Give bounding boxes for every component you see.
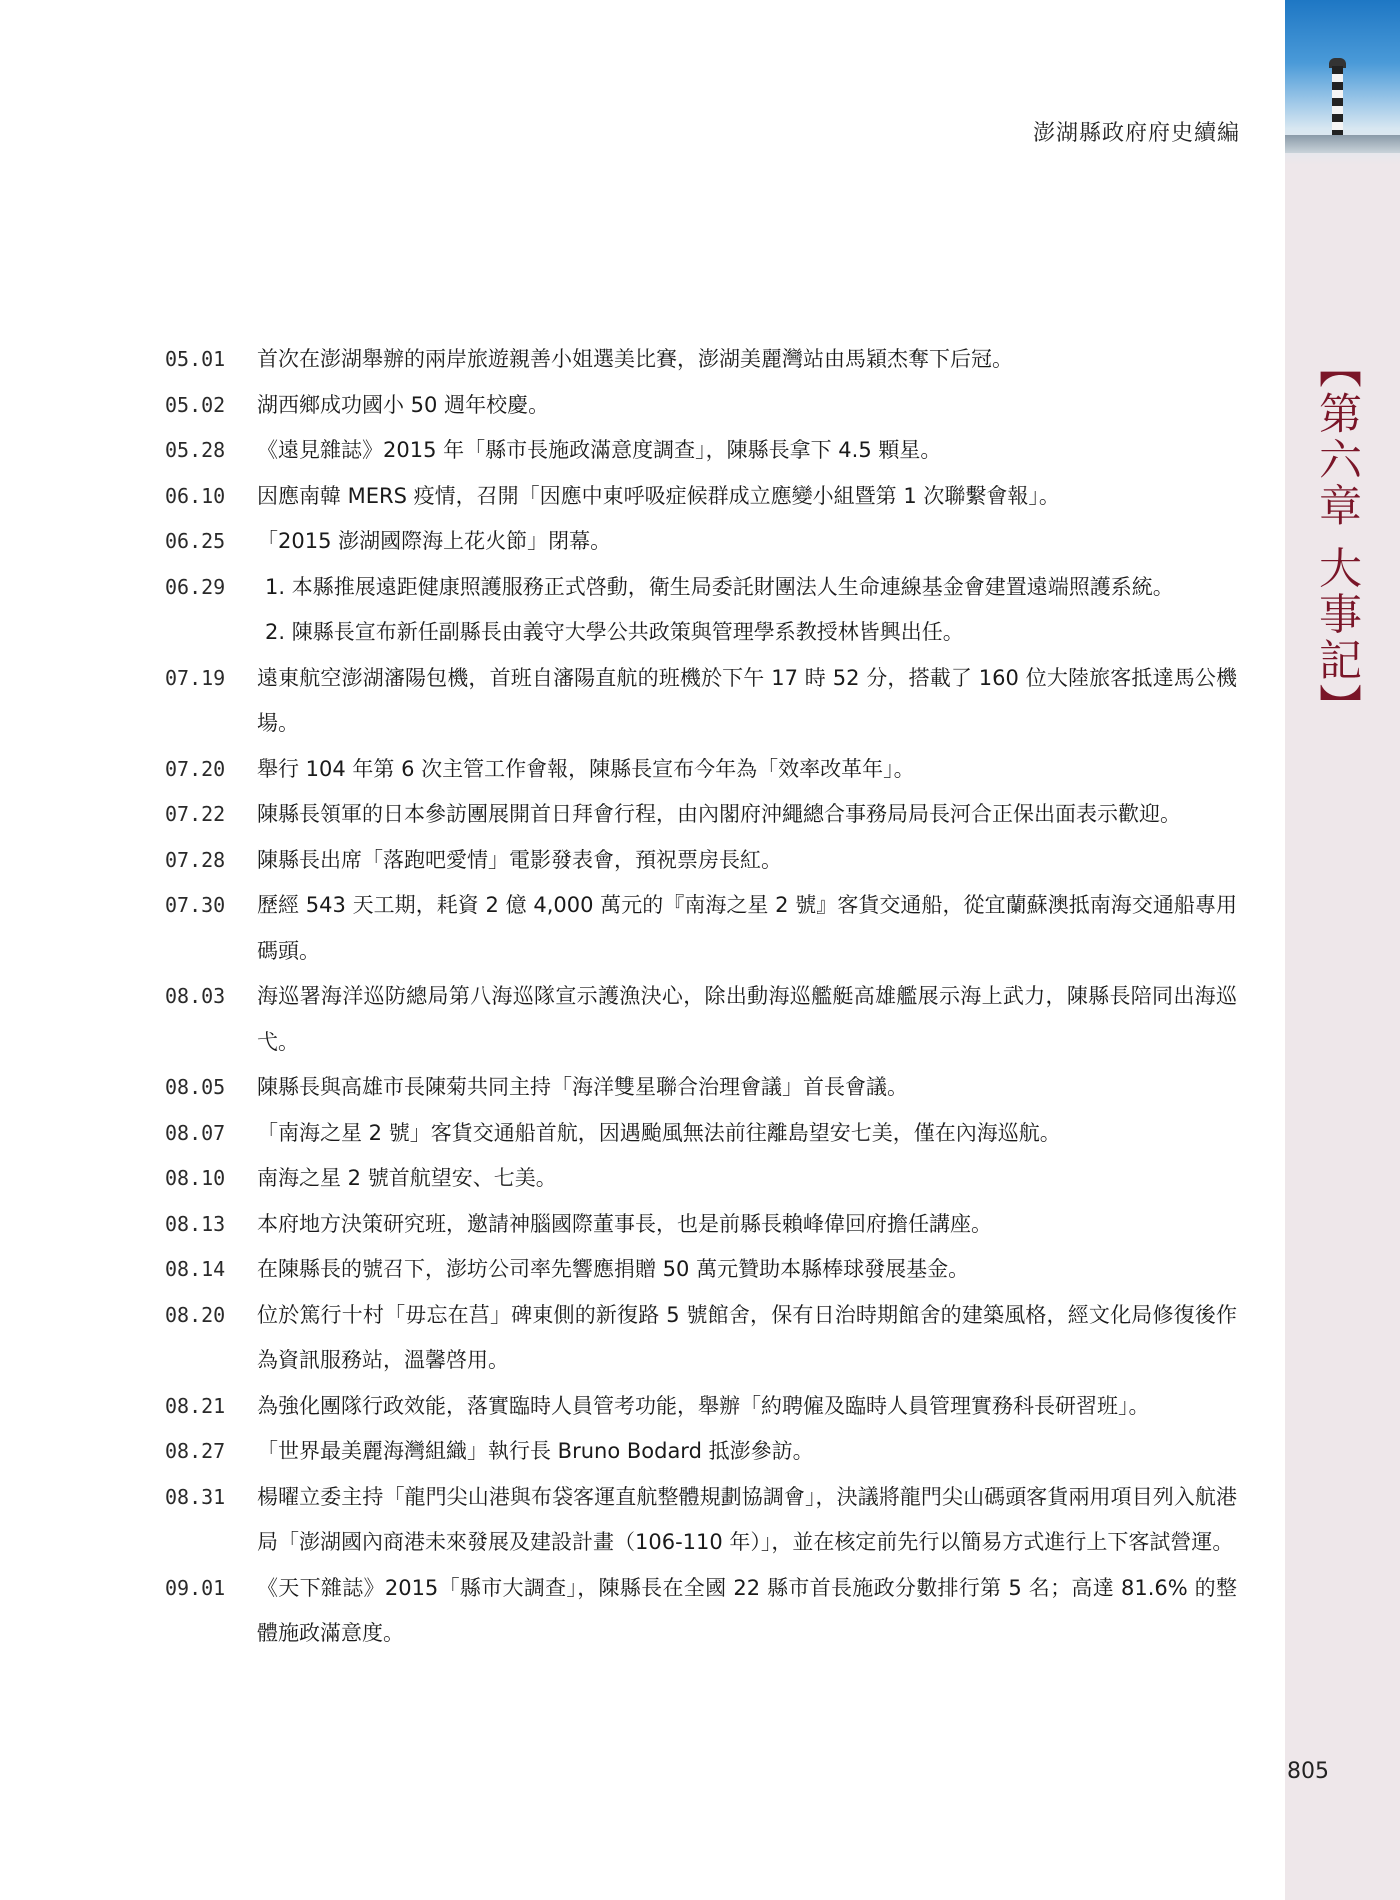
event-entry	[165, 1156, 1237, 1202]
event-description: 首次在澎湖舉辦的兩岸旅遊親善小姐選美比賽，澎湖美麗灣站由馬穎杰奪下后冠。	[257, 347, 1013, 371]
event-description: 「南海之星 2 號」客貨交通船首航，因遇颱風無法前往離島望安七美，僅在內海巡航。	[257, 1120, 1061, 1145]
event-date: 08.05	[165, 1075, 226, 1099]
event-date: 06.29	[165, 574, 226, 599]
event-description: 「2015 澎湖國際海上花火節」閉幕。	[257, 529, 612, 553]
event-description: 陳縣長領軍的日本參訪團展開首日拜會行程，由內閣府沖繩總合事務局局長河合正保出面表示歡迎。	[257, 802, 1181, 826]
book-title: 澎湖縣政府府史續編	[1032, 121, 1240, 146]
event-date: 08.14	[165, 1257, 226, 1281]
event-date: 08.10	[165, 1166, 226, 1190]
event-description: 遠東航空澎湖瀋陽包機，首班自瀋陽直航的班機於下午 17 時 52 分，搭載了 160 位大陸旅客抵達馬公機場。	[257, 665, 1237, 735]
event-entry	[165, 1202, 1237, 1248]
event-entry	[165, 1475, 1237, 1566]
event-entry	[165, 1384, 1237, 1430]
event-date: 08.21	[165, 1393, 226, 1418]
event-entry	[165, 974, 1237, 1065]
event-date: 05.01	[165, 347, 226, 371]
event-date: 07.22	[165, 802, 226, 826]
lighthouse-tower	[1332, 66, 1343, 138]
event-entry	[165, 1293, 1237, 1384]
lighthouse-coast	[1285, 135, 1400, 153]
event-entry	[165, 428, 1237, 474]
event-sub-item: 1. 本縣推展遠距健康照護服務正式啓動，衛生局委託財團法人生命連線基金會建置遠端照護系統。	[265, 574, 1174, 599]
event-entry	[165, 565, 1237, 656]
event-date: 08.13	[165, 1211, 226, 1236]
event-description: 《遠見雜誌》2015 年「縣市長施政滿意度調查」，陳縣長拿下 4.5 顆星。	[257, 438, 942, 462]
event-description: 在陳縣長的號召下，澎坊公司率先響應捐贈 50 萬元贊助本縣棒球發展基金。	[257, 1257, 970, 1281]
event-date: 05.28	[165, 438, 226, 462]
event-sub-item: 2. 陳縣長宣布新任副縣長由義守大學公共政策與管理學系教授林皆興出任。	[265, 620, 964, 644]
event-description: 本府地方決策研究班，邀請神腦國際董事長，也是前縣長賴峰偉回府擔任講座。	[257, 1211, 992, 1236]
event-entry	[165, 747, 1237, 793]
event-date: 08.03	[165, 984, 226, 1008]
event-date: 07.30	[165, 893, 226, 917]
event-description: 為強化團隊行政效能，落實臨時人員管考功能，舉辦「約聘僱及臨時人員管理實務科長研習班」。	[257, 1393, 1150, 1418]
event-entry	[165, 656, 1237, 747]
page-number: 805	[1287, 1759, 1329, 1784]
event-description: 楊曜立委主持「龍門尖山港與布袋客運直航整體規劃協調會」，決議將龍門尖山碼頭客貨兩用項目列入航港局「澎湖國內商港未來發展及建設計畫（106-110 年）」，並在核定前先行以簡易方式進行上下客試營運。	[257, 1484, 1237, 1554]
event-description: 歷經 543 天工期，耗資 2 億 4,000 萬元的『南海之星 2 號』客貨交通船，從宜蘭蘇澳抵南海交通船專用碼頭。	[257, 893, 1237, 963]
event-entry	[165, 474, 1237, 520]
event-date: 07.19	[165, 665, 226, 690]
event-date: 08.07	[165, 1120, 226, 1145]
event-entry	[165, 883, 1237, 974]
event-entry	[165, 337, 1237, 383]
event-description: 位於篤行十村「毋忘在莒」碑東側的新復路 5 號館舍，保有日治時期館舍的建築風格，經文化局修復後作為資訊服務站，溫馨啓用。	[257, 1302, 1237, 1372]
event-date: 05.02	[165, 392, 226, 417]
event-date: 08.31	[165, 1484, 226, 1509]
event-list	[165, 337, 1237, 1657]
event-date: 07.20	[165, 756, 226, 781]
chapter-label: 【第六章 大事記】	[1312, 345, 1362, 730]
event-entry	[165, 1566, 1237, 1657]
event-entry	[165, 1111, 1237, 1157]
event-description: 海巡署海洋巡防總局第八海巡隊宣示護漁決心，除出動海巡艦艇高雄艦展示海上武力，陳縣長陪同出海巡弋。	[257, 984, 1237, 1054]
event-description: 陳縣長與高雄市長陳菊共同主持「海洋雙星聯合治理會議」首長會議。	[257, 1075, 908, 1099]
event-sub-list	[257, 565, 1237, 656]
event-entry	[165, 519, 1237, 565]
event-entry	[165, 1247, 1237, 1293]
lighthouse-photo	[1285, 0, 1400, 165]
event-date: 06.25	[165, 529, 226, 553]
event-entry	[165, 838, 1237, 884]
event-date: 08.27	[165, 1439, 226, 1463]
event-description: 舉行 104 年第 6 次主管工作會報，陳縣長宣布今年為「效率改革年」。	[257, 756, 915, 781]
side-strip	[1285, 0, 1400, 1900]
event-description: 湖西鄉成功國小 50 週年校慶。	[257, 392, 550, 417]
event-date: 09.01	[165, 1575, 226, 1600]
event-description: 南海之星 2 號首航望安、七美。	[257, 1166, 557, 1190]
event-description: 陳縣長出席「落跑吧愛情」電影發表會，預祝票房長紅。	[257, 847, 782, 872]
event-description	[257, 565, 1237, 656]
event-date: 07.28	[165, 847, 226, 872]
event-description: 「世界最美麗海灣組織」執行長 Bruno Bodard 抵澎參訪。	[257, 1439, 814, 1463]
event-date: 06.10	[165, 483, 226, 508]
event-date: 08.20	[165, 1302, 226, 1327]
event-entry	[165, 792, 1237, 838]
event-entry	[165, 383, 1237, 429]
event-entry	[165, 1429, 1237, 1475]
event-entry	[165, 1065, 1237, 1111]
event-description: 《天下雜誌》2015「縣市大調查」，陳縣長在全國 22 縣市首長施政分數排行第 5 名；高達 81.6% 的整體施政滿意度。	[257, 1575, 1237, 1645]
event-description: 因應南韓 MERS 疫情，召開「因應中東呼吸症候群成立應變小組暨第 1 次聯繫會報」。	[257, 483, 1060, 508]
